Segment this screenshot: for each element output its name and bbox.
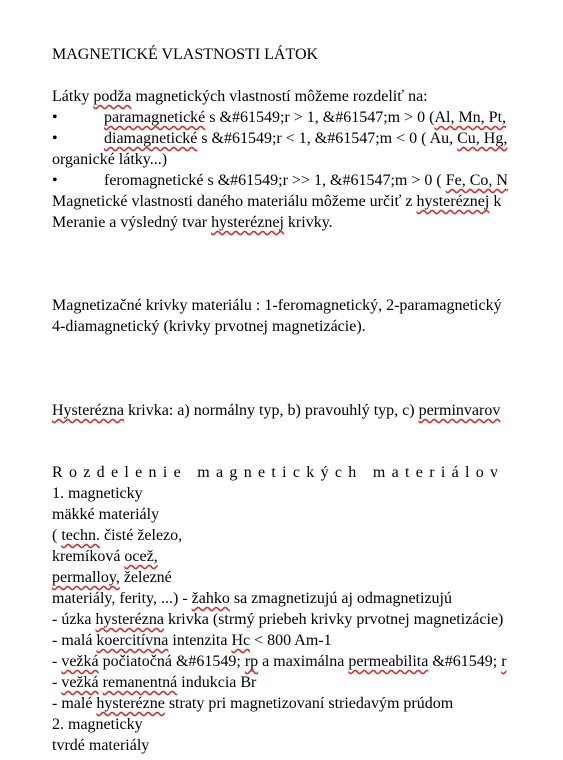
spelling-error: permalloy, [52,569,120,586]
soft-materials-line: permalloy, železné [52,569,172,586]
paragraph-measurement: Meranie a výsledný tvar hysteréznej krivky. [52,214,333,231]
spelling-error: hysteréznej [416,193,490,210]
soft-materials-line: 1. magneticky [52,485,143,502]
spelling-error: Fe, Co, N [445,172,508,189]
bullet-icon: • [52,109,58,126]
spelling-error: koercitívna [96,632,169,649]
soft-materials-line: materiály, ferity, ...) - žahko sa zmagnetizujú aj odmagnetizujú [52,590,452,607]
intro-line: Látky podža magnetických vlastností môžeme rozdeliť na: [52,88,428,105]
spelling-error: rp [244,653,259,670]
bullet-icon: • [52,172,58,189]
spelling-error: vežká [61,653,99,670]
spelling-error: hysterézna [95,611,164,628]
document-title: MAGNETICKÉ VLASTNOSTI LÁTOK [52,46,319,63]
spelling-error: žahko [191,590,230,607]
spelling-error: paramagnetické [104,109,206,126]
spelling-error: Al, Mn, Pt, [434,109,507,126]
spelling-error: techn. [61,527,100,544]
paragraph-hysteresis-determination: Magnetické vlastnosti daného materiálu môžeme určiť z hysteréznej k [52,193,502,210]
spelling-error: diamagnetické [104,130,198,147]
soft-materials-line: - malá koercitívna intenzita Hc < 800 Am-1 [52,632,332,649]
caption-hysteresis-types: Hysterézna krivka: a) normálny typ, b) pravouhlý typ, c) perminvarov [52,402,501,419]
soft-materials-line: ( techn. čisté železo, [52,527,183,544]
bullet-ferromagnetic: • feromagnetické s &#61549;r >> 1, &#61547;m > 0 ( Fe, Co, N [52,172,508,189]
spelling-error: hysterézne [96,695,165,712]
section-heading-division: Rozdelenie magnetických materiálov [52,464,505,481]
spelling-error: Hc [231,632,251,649]
soft-materials-line: - úzka hysterézna krivka (strmý priebeh krivky prvotnej magnetizácie) [52,611,504,628]
spelling-error: hysteréznej [211,214,284,231]
hard-materials-line: tvrdé materiály [52,737,150,754]
soft-materials-line: - vežká počiatočná &#61549; rp a maximálna permeabilita &#61549; r [52,653,507,670]
soft-materials-line: mäkké materiály [52,506,160,523]
bullet-diamagnetic: • diamagnetické s &#61549;r < 1, &#61547;m < 0 ( Au, Cu, Hg, [52,130,508,147]
spelling-error: podža [93,88,132,105]
bullet-diamagnetic-continuation: organické látky...) [52,151,168,168]
caption-magnetization-curves-line1: Magnetizačné krivky materiálu : 1-feromagnetický, 2-paramagnetický [52,297,502,314]
soft-materials-line: - vežká remanentná indukcia Br [52,674,257,691]
bullet-icon: • [52,130,58,147]
spelling-error: perminvarov [418,402,501,419]
spelling-error: r [501,653,507,670]
spelling-error: ocež, [124,548,158,565]
spelling-error: remanentná [102,674,178,691]
soft-materials-line: kremíková ocež, [52,548,158,565]
spelling-error: vežká [61,674,99,691]
bullet-paramagnetic: • paramagnetické s &#61549;r > 1, &#61547;m > 0 (Al, Mn, Pt, [52,109,507,126]
spelling-error: Cu, Hg, [457,130,508,147]
spelling-error: permeabilita [348,653,429,670]
caption-magnetization-curves-line2: 4-diamagnetický (krivky prvotnej magnetizácie). [52,318,366,335]
soft-materials-line: - malé hysterézne straty pri magnetizovaní striedavým prúdom [52,695,454,712]
spelling-error: Hysterézna [52,402,124,419]
hard-materials-line: 2. magneticky [52,716,143,733]
